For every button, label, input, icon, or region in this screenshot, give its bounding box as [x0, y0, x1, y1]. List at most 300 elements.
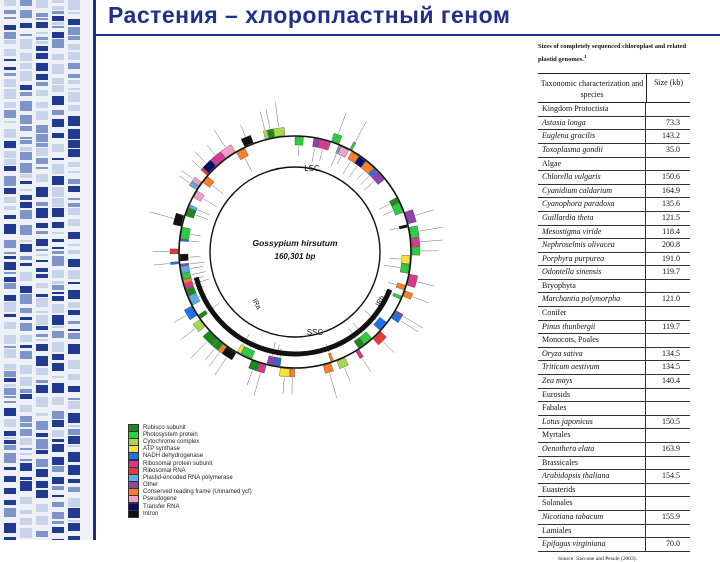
gel-band	[36, 254, 48, 256]
gene-tick	[338, 112, 346, 134]
gel-band	[4, 396, 16, 398]
gel-band	[52, 315, 64, 325]
gel-band	[52, 239, 64, 242]
taxon-cell: Kingdom Protoctista	[538, 103, 646, 116]
gel-band	[68, 44, 80, 50]
gel-band	[20, 429, 32, 436]
gene-block	[181, 265, 190, 273]
gel-band	[68, 208, 80, 215]
gene-tick	[361, 176, 369, 185]
gel-band	[4, 256, 16, 259]
gel-band	[20, 272, 32, 281]
gel-band	[20, 240, 32, 242]
table-row	[538, 457, 690, 471]
gel-band	[52, 187, 64, 197]
gel-band	[4, 277, 16, 282]
gel-band	[36, 187, 48, 197]
table-row	[538, 470, 690, 484]
taxon-cell: Arabidopsis thaliana	[538, 470, 646, 483]
gel-band	[20, 335, 32, 342]
gel-band	[68, 179, 80, 184]
taxon-cell: Monocots, Poales	[538, 334, 646, 347]
gel-band	[20, 423, 32, 427]
table-header	[538, 73, 690, 103]
gene-tick	[209, 353, 219, 367]
taxon-cell: Nicotiana tabacum	[538, 511, 646, 524]
gel-band	[20, 10, 32, 18]
taxon-cell: Astasia longa	[538, 117, 646, 130]
gel-band	[36, 231, 48, 234]
table-row	[538, 307, 690, 321]
gel-band	[20, 39, 32, 49]
table-row	[538, 389, 690, 403]
legend-item	[128, 446, 288, 453]
gel-band	[52, 32, 64, 38]
gel-band	[68, 259, 80, 267]
table-row	[538, 361, 690, 375]
header-size: Size (kb)	[647, 74, 690, 102]
gene-tick	[312, 148, 315, 162]
gene-tick	[191, 272, 205, 275]
gene-tick	[390, 228, 399, 230]
gel-band	[68, 425, 80, 427]
gel-band	[68, 171, 80, 173]
taxon-cell: Algae	[538, 158, 646, 171]
gel-band	[36, 450, 48, 454]
gel-band	[4, 349, 16, 358]
gel-band	[52, 16, 64, 21]
legend-label: Conserved reading frame (Unnamed ycf)	[143, 489, 252, 495]
gel-band	[52, 354, 64, 360]
gel-band	[20, 389, 32, 393]
region-lsc: LSC	[304, 164, 320, 173]
gene-tick	[179, 176, 190, 183]
legend-label: Rubisco subunit	[143, 425, 186, 431]
gene-block	[399, 225, 407, 229]
taxon-cell: Cyanidium caldarium	[538, 185, 646, 198]
gel-band	[36, 111, 48, 120]
size-cell: 35.0	[646, 144, 690, 157]
gel-band	[52, 512, 64, 519]
gene-tick	[417, 282, 434, 286]
table-row	[538, 253, 690, 267]
gel-band	[4, 508, 16, 517]
gel-band	[36, 208, 48, 218]
gel-band	[36, 46, 48, 51]
table-row	[538, 348, 690, 362]
gel-band	[4, 346, 16, 348]
gel-band	[20, 438, 32, 445]
gel-band	[4, 25, 16, 30]
gel-band	[4, 440, 16, 444]
gel-band	[20, 518, 32, 525]
gel-band	[52, 54, 64, 60]
gel-band	[4, 17, 16, 19]
gel-band	[20, 147, 32, 151]
gel-band	[20, 351, 32, 359]
gene-tick	[182, 171, 193, 179]
size-cell: 143.2	[646, 130, 690, 143]
gel-band	[68, 219, 80, 226]
gel-band	[52, 502, 64, 507]
gene-tick	[214, 130, 225, 147]
genome-size: 160,301 bp	[275, 252, 316, 261]
gel-band	[20, 126, 32, 131]
gene-block	[374, 317, 387, 330]
gel-band	[68, 508, 80, 518]
gene-tick	[275, 102, 278, 127]
gel-band	[20, 71, 32, 81]
gel-band	[52, 383, 64, 393]
table-footnote: Source: Saccone and Pesole (2003).	[538, 556, 690, 562]
taxon-cell: Oryza sativa	[538, 348, 646, 361]
gel-band	[52, 11, 64, 14]
gel-band	[20, 481, 32, 491]
gene-block	[401, 255, 410, 264]
dna-sequencing-gel-image	[0, 0, 92, 540]
gel-band	[20, 263, 32, 266]
table-row	[538, 185, 690, 199]
size-cell: 121.5	[646, 212, 690, 225]
gel-band	[52, 376, 64, 378]
gel-band	[4, 73, 16, 76]
gene-tick	[379, 204, 389, 209]
gel-band	[4, 206, 16, 210]
taxon-cell: Bryophyta	[538, 280, 646, 293]
gel-band	[68, 498, 80, 507]
gel-band	[4, 197, 16, 203]
gel-band	[36, 481, 48, 488]
gene-tick	[343, 162, 350, 174]
gel-band	[20, 308, 32, 313]
gene-block	[403, 291, 413, 299]
gel-band	[52, 247, 64, 249]
taxon-cell: Pinus thunbergii	[538, 321, 646, 334]
taxon-cell: Euglena gracilis	[538, 130, 646, 143]
table-row	[538, 117, 690, 131]
gel-band	[20, 101, 32, 111]
gel-band	[4, 67, 16, 70]
gel-band	[52, 292, 64, 294]
gel-band	[36, 268, 48, 272]
table-row	[538, 429, 690, 443]
gel-band	[68, 302, 80, 308]
header-taxonomy: Taxonomic characterization and species	[538, 74, 647, 102]
gel-band	[36, 439, 48, 449]
gel-band	[20, 256, 32, 260]
gel-band	[20, 244, 32, 252]
gel-band	[20, 92, 32, 96]
legend-item	[128, 438, 288, 445]
gel-band	[4, 467, 16, 470]
gel-band	[20, 463, 32, 471]
table-row	[538, 402, 690, 416]
gel-band	[36, 102, 48, 108]
gel-band	[68, 74, 80, 78]
gel-band	[68, 88, 80, 90]
gene-block	[267, 356, 275, 365]
legend-item	[128, 453, 288, 460]
legend-item	[128, 496, 288, 503]
gel-band	[4, 89, 16, 99]
gene-tick	[213, 185, 224, 194]
gene-tick	[357, 172, 364, 180]
gel-band	[20, 152, 32, 160]
gel-band	[36, 167, 48, 169]
gel-band	[68, 27, 80, 35]
gel-band	[4, 523, 16, 533]
gel-band	[4, 272, 16, 274]
gel-band	[36, 239, 48, 246]
gel-band	[68, 282, 80, 284]
gene-tick	[390, 258, 401, 259]
gel-band	[36, 82, 48, 86]
gel-band	[4, 141, 16, 148]
gel-band	[68, 116, 80, 126]
gel-band	[20, 286, 32, 293]
gel-band	[20, 405, 32, 412]
gel-band	[52, 457, 64, 465]
gel-band	[36, 41, 48, 44]
gel-band	[4, 0, 16, 6]
gel-band	[52, 477, 64, 484]
gel-band	[4, 431, 16, 436]
size-cell: 134.5	[646, 361, 690, 374]
taxon-cell: Toxoplasma gondii	[538, 144, 646, 157]
gel-band	[68, 12, 80, 14]
taxon-cell: Conifer	[538, 307, 646, 320]
gel-band	[68, 52, 80, 60]
size-cell: 150.6	[646, 171, 690, 184]
gene-block	[199, 310, 208, 318]
gel-band	[4, 110, 16, 118]
gel-band	[52, 444, 64, 452]
gene-tick	[189, 257, 200, 258]
gene-tick	[364, 181, 374, 190]
gel-band	[4, 79, 16, 87]
dna-barcode-sidebar	[0, 0, 92, 540]
gel-band	[36, 148, 48, 156]
gel-band	[52, 411, 64, 419]
gel-band	[4, 166, 16, 171]
gene-tick	[331, 154, 336, 166]
taxon-cell: Brassicales	[538, 457, 646, 470]
gel-band	[20, 137, 32, 139]
gel-band	[68, 203, 80, 207]
gel-band	[4, 408, 16, 416]
gel-band	[4, 364, 16, 370]
gel-band	[68, 250, 80, 254]
gel-band	[52, 420, 64, 427]
chloroplast-genome-map	[110, 40, 520, 480]
gene-block	[170, 262, 178, 265]
gel-band	[68, 452, 80, 462]
gene-tick	[421, 240, 443, 242]
legend-item	[128, 482, 288, 489]
gel-band	[4, 302, 16, 312]
gel-band	[36, 63, 48, 71]
gel-band	[52, 96, 64, 105]
legend-label: Pseudogene	[143, 496, 177, 502]
gel-band	[68, 445, 80, 447]
gel-band	[20, 528, 32, 538]
gel-band	[68, 520, 80, 522]
gel-band	[20, 181, 32, 184]
gel-band	[4, 262, 16, 270]
legend-label: Transfer RNA	[143, 504, 179, 510]
gel-band	[4, 453, 16, 463]
table-row	[538, 334, 690, 348]
gel-band	[52, 176, 64, 185]
table-row	[538, 321, 690, 335]
table-row	[538, 239, 690, 253]
gel-band	[52, 439, 64, 442]
gene-tick	[190, 234, 200, 236]
gel-band	[68, 198, 80, 200]
gel-band	[36, 283, 48, 288]
gene-tick	[150, 212, 174, 219]
size-cell: 121.0	[646, 293, 690, 306]
legend-label: Cytochrome complex	[143, 439, 199, 445]
gel-band	[52, 363, 64, 371]
size-cell: 140.4	[646, 375, 690, 388]
gene-tick	[337, 157, 341, 164]
gel-band	[68, 398, 80, 400]
table-row	[538, 198, 690, 212]
table-row	[538, 443, 690, 457]
gel-band	[36, 260, 48, 262]
gel-band	[4, 252, 16, 254]
gel-band	[52, 85, 64, 92]
gel-band	[68, 244, 80, 246]
gel-band	[20, 140, 32, 144]
gel-band	[4, 283, 16, 289]
gel-band	[20, 317, 32, 320]
gel-band	[52, 119, 64, 127]
gene-tick	[401, 321, 419, 332]
gel-band	[36, 18, 48, 20]
gel-band	[36, 134, 48, 142]
gel-band	[36, 344, 48, 351]
gene-tick	[349, 166, 357, 177]
taxon-cell: Zea mays	[538, 375, 646, 388]
gel-band	[36, 202, 48, 206]
gel-band	[52, 158, 64, 160]
table-body	[538, 103, 690, 552]
gel-band	[52, 342, 64, 352]
gel-band	[4, 102, 16, 108]
gene-block	[328, 353, 333, 361]
gene-block	[180, 254, 188, 261]
gel-band	[68, 429, 80, 435]
gel-band	[68, 479, 80, 483]
gene-tick	[320, 150, 323, 161]
gel-band	[36, 315, 48, 325]
gel-band	[52, 144, 64, 152]
taxon-cell: Nephroselmis olivacea	[538, 239, 646, 252]
gel-band	[4, 322, 16, 329]
gel-band	[68, 36, 80, 40]
gene-block	[181, 227, 191, 239]
gel-band	[68, 186, 80, 192]
gel-band	[68, 270, 80, 279]
gel-band	[36, 298, 48, 307]
size-cell: 73.3	[646, 117, 690, 130]
gel-band	[68, 536, 80, 540]
size-cell: 200.8	[646, 239, 690, 252]
gel-band	[52, 198, 64, 207]
taxon-cell: Oenothera elata	[538, 443, 646, 456]
gel-band	[4, 49, 16, 56]
gel-band	[36, 37, 48, 40]
gel-band	[68, 232, 80, 239]
gel-band	[36, 459, 48, 467]
gel-band	[68, 92, 80, 102]
size-cell: 134.5	[646, 348, 690, 361]
size-cell: 163.9	[646, 443, 690, 456]
gel-band	[36, 339, 48, 341]
gel-band	[36, 326, 48, 330]
legend-item	[128, 474, 288, 481]
size-cell: 70.0	[646, 538, 690, 551]
table-row	[538, 212, 690, 226]
taxon-cell: Lotus japonicus	[538, 416, 646, 429]
gel-band	[20, 448, 32, 450]
table-row	[538, 158, 690, 172]
gel-band	[20, 34, 32, 36]
gel-band	[20, 23, 32, 28]
gel-band	[36, 174, 48, 182]
gene-tick	[383, 342, 394, 353]
gel-band	[4, 314, 16, 317]
legend-swatch	[128, 510, 139, 518]
gel-band	[52, 251, 64, 254]
gel-band	[68, 401, 80, 409]
gel-band	[4, 151, 16, 158]
gel-band	[36, 516, 48, 525]
gene-tick	[383, 211, 393, 215]
gel-band	[68, 19, 80, 25]
gene-block	[279, 368, 289, 377]
gene-category-legend	[128, 424, 288, 517]
gel-band	[52, 270, 64, 278]
table-row	[538, 130, 690, 144]
gene-tick	[355, 121, 366, 141]
legend-label: NADH dehydrogenase	[143, 453, 203, 459]
gel-band	[52, 39, 64, 48]
table-caption-text: Sizes of completely sequenced chloroplast and related plastid genomes.	[538, 43, 686, 63]
gene-tick	[254, 373, 260, 395]
gel-band	[4, 188, 16, 194]
table-row	[538, 375, 690, 389]
table-row	[538, 511, 690, 525]
gel-band	[68, 321, 80, 324]
gel-band	[4, 32, 16, 39]
gel-band	[36, 0, 48, 8]
legend-label: Other	[143, 482, 158, 488]
gel-band	[52, 256, 64, 266]
gel-band	[20, 195, 32, 200]
gene-tick	[190, 266, 203, 268]
gel-band	[68, 465, 80, 475]
gel-band	[20, 365, 32, 374]
gel-band	[4, 159, 16, 165]
taxon-cell: Chlorella vulgaris	[538, 171, 646, 184]
size-cell: 119.7	[646, 321, 690, 334]
gel-band	[36, 356, 48, 366]
table-caption-mark: 1	[584, 54, 587, 60]
table-row	[538, 497, 690, 511]
